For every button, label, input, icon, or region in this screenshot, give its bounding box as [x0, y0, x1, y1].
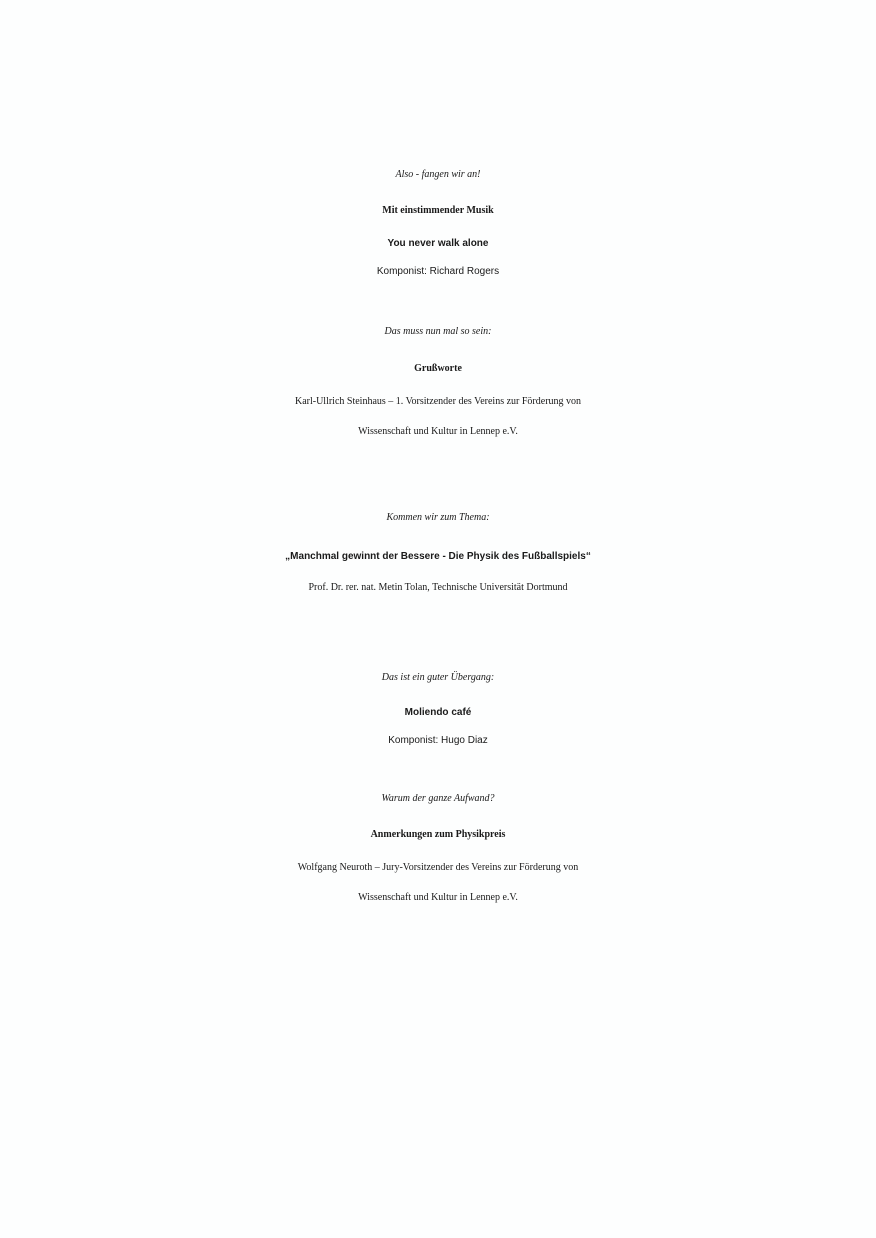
section-4-intro: Das ist ein guter Übergang:: [381, 672, 495, 683]
section-3-detail: Prof. Dr. rer. nat. Metin Tolan, Technische Universität Dortmund: [308, 582, 568, 593]
section-1-detail: Komponist: Richard Rogers: [376, 266, 500, 277]
section-3-intro: Kommen wir zum Thema:: [386, 512, 490, 523]
section-1-title: You never walk alone: [387, 238, 489, 249]
section-5-detail-line-2: Wissenschaft und Kultur in Lennep e.V.: [358, 892, 518, 903]
section-2-detail-line-1: Karl-Ullrich Steinhaus – 1. Vorsitzender des Vereins zur Förderung von: [294, 396, 582, 407]
section-4-detail: Komponist: Hugo Diaz: [388, 735, 488, 746]
section-3-title: „Manchmal gewinnt der Bessere - Die Physik des Fußballspiels“: [285, 551, 591, 562]
section-1-heading: Mit einstimmender Musik: [382, 205, 494, 216]
section-4-title: Moliendo café: [404, 707, 472, 718]
section-2-intro: Das muss nun mal so sein:: [384, 326, 492, 337]
section-1-intro: Also - fangen wir an!: [395, 169, 481, 180]
section-5-intro: Warum der ganze Aufwand?: [381, 793, 495, 804]
section-5-heading: Anmerkungen zum Physikpreis: [370, 829, 506, 840]
section-2-heading: Grußworte: [414, 363, 462, 374]
section-2-detail-line-2: Wissenschaft und Kultur in Lennep e.V.: [358, 426, 518, 437]
section-5-detail-line-1: Wolfgang Neuroth – Jury-Vorsitzender des Vereins zur Förderung von: [297, 862, 579, 873]
